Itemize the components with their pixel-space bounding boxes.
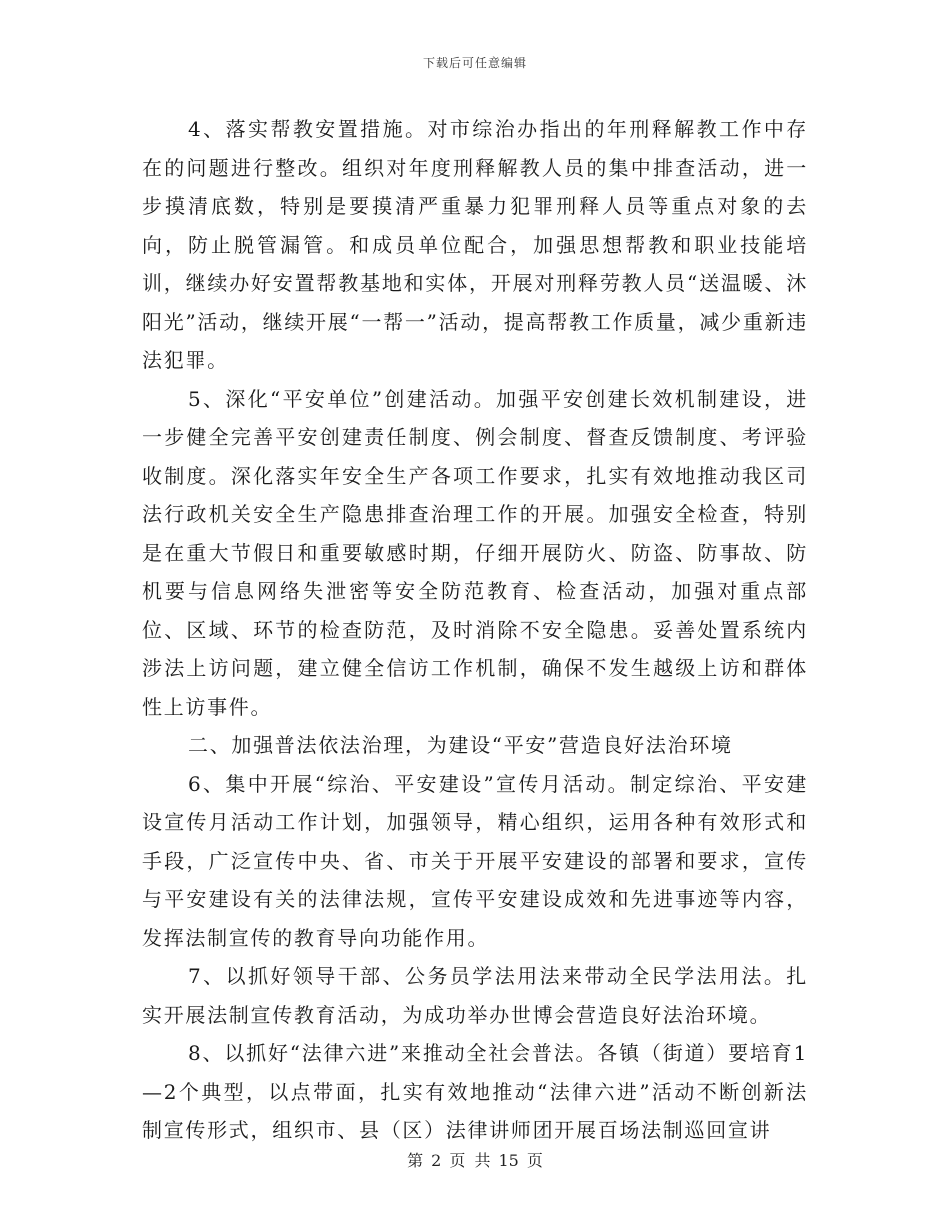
paragraph-item-6: 6、集中开展“综治、平安建设”宣传月活动。制定综治、平安建设宣传月活动工作计划，加强领导，精心组织，运用各种有效形式和手段，广泛宣传中央、省、市关于开展平安建设的部署和要求，宣传与平安建设有关的法律法规，宣传平安建设成效和先进事迹等内容，发挥法制宣传的教育导向功能作用。 — [142, 771, 808, 950]
page-footer — [0, 1148, 950, 1171]
section-heading-2: 二、加强普法依法治理，为建设“平安”营造良好法治环境 — [188, 733, 733, 757]
header-note: 下载后可任意编辑 — [422, 56, 527, 70]
paragraph-item-4: 4、落实帮教安置措施。对市综治办指出的年刑释解教工作中存在的问题进行整改。组织对年度刑释解教人员的集中排查活动，进一步摸清底数，特别是要摸清严重暴力犯罪刑释人员等重点对象的去向，防止脱管漏管。和成员单位配合，加强思想帮教和职业技能培训，继续办好安置帮教基地和实体，开展对刑释劳教人员“送温暖、沐阳光”活动，继续开展“一帮一”活动，提高帮教工作质量，减少重新违法犯罪。 — [142, 117, 808, 372]
paragraph-item-7: 7、以抓好领导干部、公务员学法用法来带动全民学法用法。扎实开展法制宣传教育活动，为成功举办世博会营造良好法治环境。 — [142, 964, 808, 1027]
footer-suffix: 页 — [526, 1151, 543, 1170]
paragraph-item-5: 5、深化“平安单位”创建活动。加强平安创建长效机制建设，进一步健全完善平安创建责任制度、例会制度、督查反馈制度、考评验收制度。深化落实年安全生产各项工作要求，扎实有效地推动我区司法行政机关安全生产隐患排查治理工作的开展。加强安全检查，特别是在重大节假日和重要敏感时期，仔细开展防火、防盗、防事故、防机要与信息网络失泄密等安全防范教育、检查活动，加强对重点部位、区域、环节的检查防范，及时消除不安全隐患。妥善处置系统内涉法上访问题，建立健全信访工作机制，确保不发生越级上访和群体性上访事件。 — [142, 386, 808, 719]
paragraph-item-8: 8、以抓好“法律六进”来推动全社会普法。各镇（街道）要培育1—2个典型，以点带面，扎实有效地推动“法律六进”活动不断创新法制宣传形式，组织市、县（区）法律讲师团开展百场法制巡回宣讲 — [142, 1041, 808, 1142]
document-body — [142, 110, 808, 1150]
total-pages: 15 — [498, 1151, 519, 1170]
page-number: 2 — [431, 1151, 442, 1170]
footer-prefix: 第 — [407, 1151, 424, 1170]
footer-middle: 页 共 — [449, 1151, 491, 1170]
